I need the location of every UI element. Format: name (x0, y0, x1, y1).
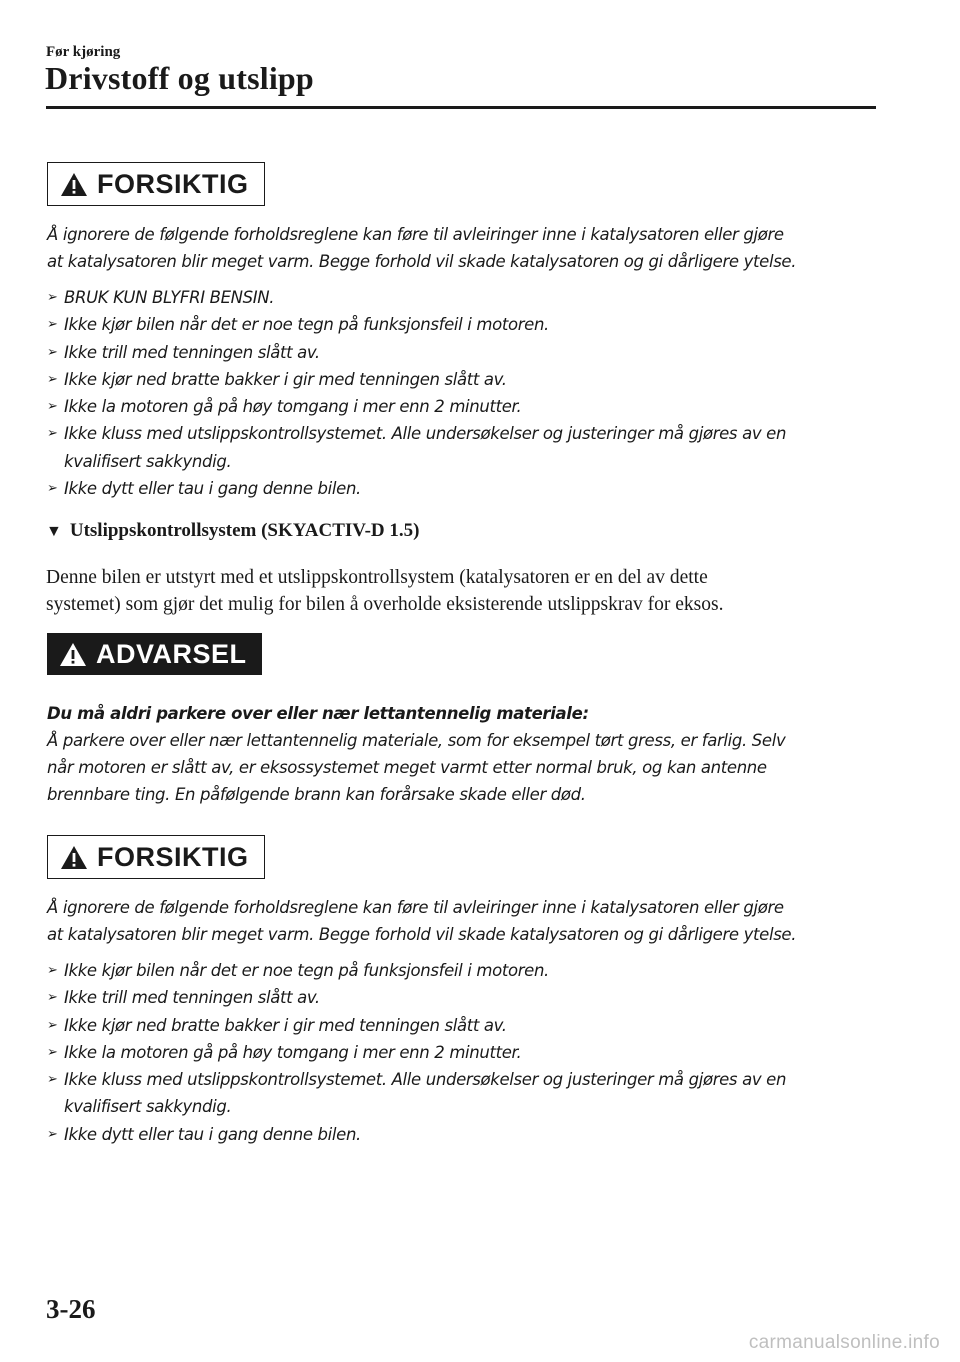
list-item: ➢ Ikke trill med tenningen slått av. (47, 984, 887, 1011)
section-label: Før kjøring (46, 44, 121, 60)
arrow-bullet-icon: ➢ (47, 481, 58, 497)
arrow-bullet-icon: ➢ (47, 290, 58, 305)
caution-list (47, 957, 887, 1148)
caution-intro-line: Å ignorere de følgende forholdsreglene kan føre til avleiringer inne i katalysatoren eller gjøre (47, 225, 784, 244)
list-item: ➢ Ikke kjør ned bratte bakker i gir med tenningen slått av. (47, 366, 887, 393)
arrow-bullet-icon: ➢ (47, 371, 58, 387)
list-item: ➢ Ikke la motoren gå på høy tomgang i mer enn 2 minutter. (47, 393, 887, 420)
list-item: ➢ Ikke trill med tenningen slått av. (47, 339, 887, 366)
arrow-bullet-icon: ➢ (47, 344, 58, 360)
caution-label: FORSIKTIG (97, 841, 249, 872)
page-title: Drivstoff og utslipp (45, 60, 314, 96)
arrow-bullet-icon: ➢ (47, 990, 58, 1006)
arrow-bullet-icon: ➢ (47, 1044, 58, 1060)
warning-text: Du må aldri parkere over eller nær lettantennelig materiale: Å parkere over eller nær lettantennelig materiale, som for eksempel tørt gress, er farlig. Selv når motoren er slått av, er eksossystemet meget varmt etter normal bruk, og kan antenne brennbare ting. En påfølgende brann kan forårsake skade eller død. (47, 704, 786, 804)
title-divider (46, 106, 876, 109)
warning-triangle-icon (59, 642, 87, 667)
caution-label: FORSIKTIG (97, 168, 249, 199)
arrow-bullet-icon: ➢ (47, 317, 58, 333)
watermark: carmanualsonline.info (748, 1332, 940, 1353)
arrow-bullet-icon: ➢ (47, 1126, 58, 1142)
caution-intro (47, 221, 887, 275)
subsection-body: Denne bilen er utstyrt med et utslippskontrollsystem (katalysatoren er en del av dette systemet) som gjør det mulig for bilen å overholde eksisterende utslippskrav for eksos. (46, 567, 724, 615)
warning-label: ADVARSEL (96, 638, 247, 669)
list-item: ➢ Ikke kjør bilen når det er noe tegn på funksjonsfeil i motoren. (47, 311, 887, 338)
list-item: ➢ Ikke kluss med utslippskontrollsystemet. Alle undersøkelser og justeringer må gjøres av en (47, 1066, 887, 1093)
arrow-bullet-icon: ➢ (47, 426, 58, 442)
arrow-bullet-icon: ➢ (47, 963, 58, 978)
arrow-bullet-icon: ➢ (47, 1017, 58, 1033)
arrow-bullet-icon: ➢ (47, 1072, 58, 1088)
list-item: ➢ Ikke kjør ned bratte bakker i gir med tenningen slått av. (47, 1012, 887, 1039)
list-item-continuation: kvalifisert sakkyndig. (64, 451, 232, 471)
arrow-bullet-icon: ➢ (47, 399, 58, 415)
list-item-continuation: kvalifisert sakkyndig. (64, 1097, 232, 1117)
list-item: ➢ BRUK KUN BLYFRI BENSIN. (47, 284, 887, 311)
list-item: ➢ Ikke kluss med utslippskontrollsystemet. Alle undersøkelser og justeringer må gjøres av en (47, 420, 887, 447)
caution-badge (47, 835, 265, 879)
list-item: ➢ Ikke la motoren gå på høy tomgang i mer enn 2 minutter. (47, 1039, 887, 1066)
subsection-heading: ▼ Utslippskontrollsystem (SKYACTIV-D 1.5) (46, 520, 420, 541)
warning-triangle-icon (60, 172, 88, 197)
warning-heading: Du må aldri parkere over eller nær lettantennelig materiale: (47, 704, 589, 723)
caution-intro-line: at katalysatoren blir meget varm. Begge forhold vil skade katalysatoren og gi dårligere ytelse. (47, 252, 797, 271)
list-item: ➢ Ikke dytt eller tau i gang denne bilen. (47, 475, 887, 502)
triangle-down-icon: ▼ (46, 523, 62, 540)
caution-list (47, 284, 887, 502)
warning-triangle-icon (60, 845, 88, 870)
list-item: ➢ Ikke kjør bilen når det er noe tegn på funksjonsfeil i motoren. (47, 957, 887, 984)
caution-badge (47, 162, 265, 206)
caution-intro: Å ignorere de følgende forholdsreglene kan føre til avleiringer inne i katalysatoren eller gjøre at katalysatoren blir meget varm. Begge forhold vil skade katalysatoren og gi dårligere ytelse. (47, 898, 797, 944)
page-number: 3-26 (46, 1294, 96, 1324)
warning-badge (47, 633, 262, 675)
list-item: ➢ Ikke dytt eller tau i gang denne bilen. (47, 1121, 887, 1148)
